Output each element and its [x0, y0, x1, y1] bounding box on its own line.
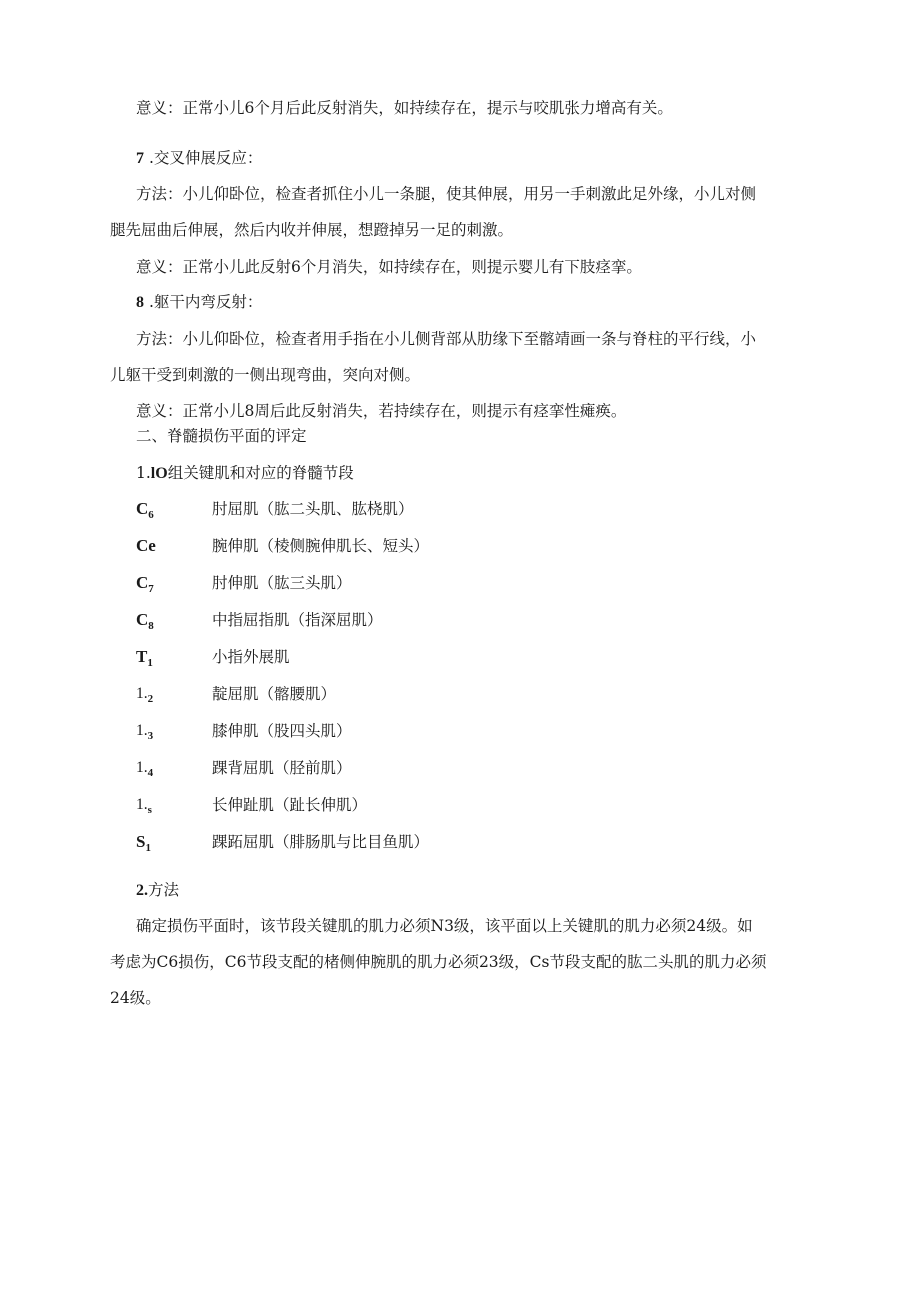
segment-label: $1._s$: [136, 796, 152, 816]
muscle-name: 踝跖屈肌（腓肠肌与比目鱼肌）: [212, 833, 430, 851]
segment-label: $1._2$: [136, 685, 154, 705]
sub1-prefix: 1.: [136, 464, 151, 482]
segment-label: $1._3$: [136, 722, 154, 742]
item8-significance: 意义：正常小儿8周后此反射消失，若持续存在，则提示有痉挛性瘫痪。: [136, 402, 627, 420]
item6-significance: 意义：正常小儿6个月后此反射消失，如持续存在，提示与咬肌张力增高有关。: [136, 99, 673, 117]
muscle-name: 踝背屈肌（胫前肌）: [212, 759, 352, 777]
segment-label: $C_7$: [136, 573, 154, 595]
segment-label: $C_6$: [136, 499, 154, 521]
item7-significance: 意义：正常小儿此反射6个月消失，如持续存在，则提示婴儿有下肢痉挛。: [136, 258, 642, 276]
muscle-name: 肘伸肌（肱三头肌）: [212, 574, 352, 592]
sub1-rest: 组关键肌和对应的脊髓节段: [167, 464, 354, 482]
item7-heading: [136, 148, 262, 169]
item8-heading: [136, 292, 262, 313]
muscle-name: 膝伸肌（股四头肌）: [212, 722, 352, 740]
muscle-name: 靛屈肌（髂腰肌）: [212, 685, 337, 703]
segment-label: $C_8$: [136, 610, 154, 632]
segment-label: $T_1$: [136, 647, 153, 669]
sub2-line1: 确定损伤平面时，该节段关键肌的肌力必须N3级，该平面以上关键肌的肌力必须24级。如: [136, 917, 753, 935]
muscle-name: 肘屈肌（肱二头肌、肱桡肌）: [212, 500, 414, 518]
item7-title: .交叉伸展反应：: [148, 149, 263, 167]
item8-method-line1: 方法：小儿仰卧位，检查者用手指在小儿侧背部从肋缘下至髂靖画一条与脊柱的平行线，小: [136, 330, 757, 348]
sub2-line3: 24级。: [110, 989, 161, 1007]
sub2-title: 方法: [148, 881, 180, 899]
item7-number: 7: [136, 150, 144, 167]
segment-label: Ce: [136, 536, 156, 555]
item8-number: 8: [136, 294, 144, 311]
sub2-line2: 考虑为C6损伤，C6节段支配的楮侧伸腕肌的肌力必须23级，Cs节段支配的肱二头肌的肌力必须: [110, 953, 767, 971]
muscle-name: 腕伸肌（棱侧腕伸肌长、短头）: [212, 537, 430, 555]
sub2-heading: [136, 880, 179, 901]
item7-method-line1: 方法：小儿仰卧位，检查者抓住小儿一条腿，使其伸展，用另一手刺激此足外缘，小儿对侧: [136, 185, 757, 203]
sub2-number: 2.: [136, 882, 148, 899]
item8-title: .躯干内弯反射：: [148, 293, 263, 311]
section2-heading: 二、脊髓损伤平面的评定: [136, 427, 307, 445]
sub1-heading: [136, 463, 354, 484]
muscle-name: 长伸趾肌（趾长伸肌）: [212, 796, 368, 814]
segment-label: $S_1$: [136, 832, 151, 854]
muscle-name: 小指外展肌: [212, 648, 290, 666]
sub1-bold: lO: [150, 465, 168, 482]
item8-method-line2: 儿躯干受到刺激的一侧出现弯曲，突向对侧。: [110, 366, 421, 384]
item7-method-line2: 腿先屈曲后伸展，然后内收并伸展，想蹬掉另一足的刺激。: [110, 221, 514, 239]
segment-label: $1._4$: [136, 759, 154, 779]
muscle-name: 中指屈指肌（指深屈肌）: [212, 611, 383, 629]
